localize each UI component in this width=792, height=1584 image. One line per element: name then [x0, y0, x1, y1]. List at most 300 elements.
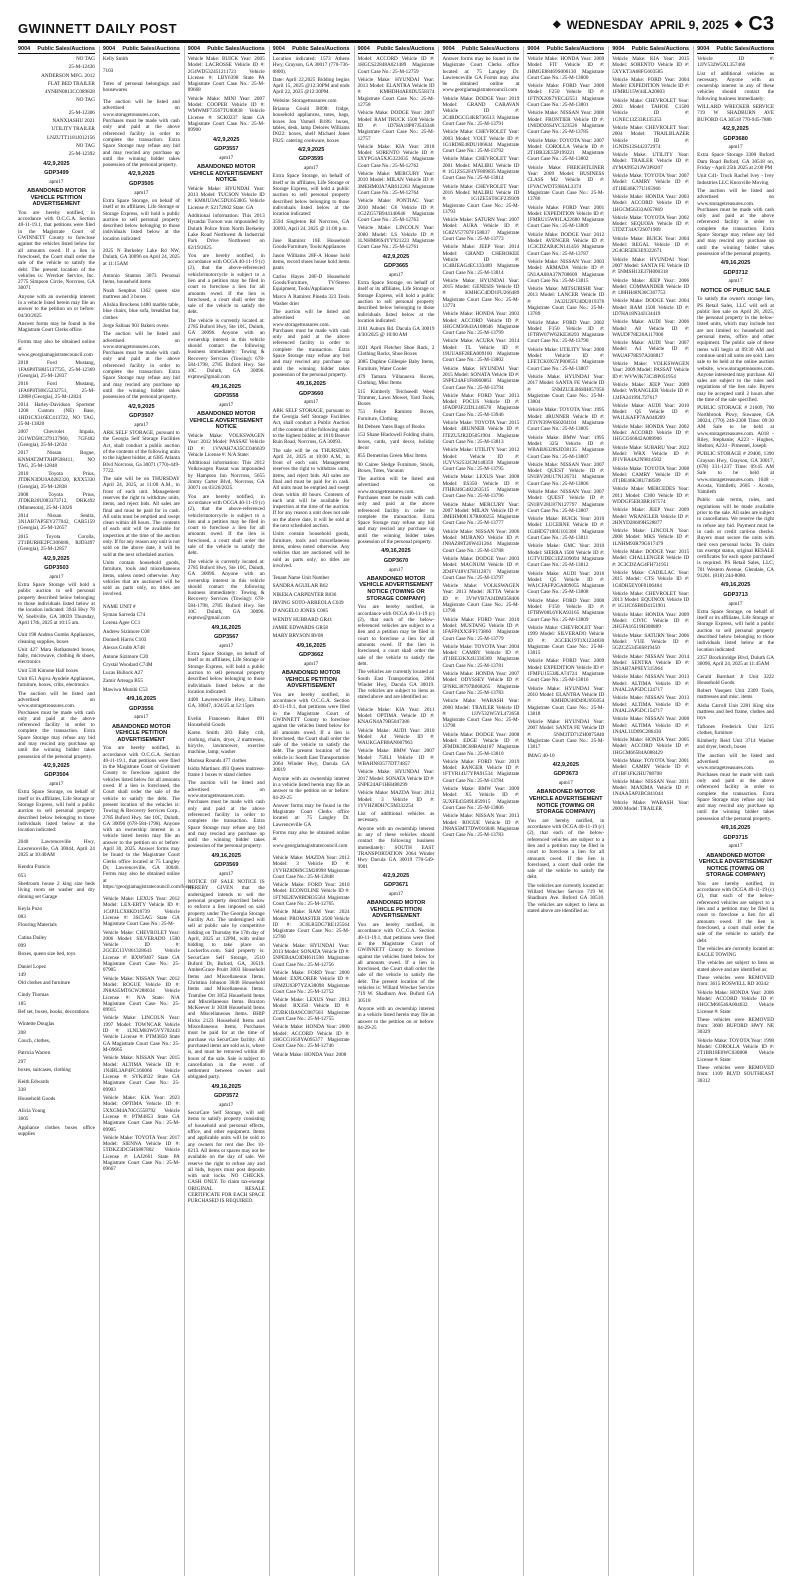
notice-text: Vehicle Make: HONDA Year: 2000 Model: ACCORD Vehicle ID #: 1HGCG1659YA095377 Magistrate Court Case No.: 25-M-12746: [272, 1024, 350, 1050]
notice-column: [354, 46, 435, 1576]
notice-text: Vehicle Make: KIA Year: 2015 Model: SORENTO Vehicle ID #: 5XYKT3A68FG603585: [612, 56, 690, 75]
notice-heading: ABANDONED MOTOR VEHICLE PETITION ADVERTISEMENT: [27, 188, 86, 208]
notice-text: Forms may also be obtained online at www.georgiamagistratecouncil.com: [18, 339, 95, 359]
notice-text: 2007 Chevrolet Impala, 2G1WD58C379137960, 7GF402 (Georgia), 25-M-12634: [18, 429, 95, 448]
notice-text: Vehicle Make: UTILITY Year: Model: TRAILER Vehicle ID #: 4YMA99521JW3P8207: [612, 152, 690, 171]
notice-text: NIKEKA CARPENTER B036: [272, 591, 337, 598]
notice-text: The vehicles are currently located at: South East Transportation, 2064 Winder Hwy, Dacula GA 30019. The vehicles are subject to liens as stated above and are identified as:: [357, 669, 435, 701]
notice-heading: GDP3572: [213, 1093, 239, 1100]
notice-text: Vehicle Make: FREIGHTLINER Year: 2009 Model: BUSINESS CLASS M2 Vehicle ID #: 1FVACWDT59HAL3374 Magistrate Court Case No.: 25-M-13786: [527, 164, 605, 203]
notice-text: Vehicle Make: CHEVROLET Year: 2003 Model: TAHOE C1500 Vehicle ID #: 1GNEC13Z33R135353: [612, 97, 690, 123]
notice-column: [438, 46, 519, 1576]
notice-heading: ABANDONED MOTOR VEHICLE ADVERTISEMENT NOTICE: [189, 411, 263, 431]
notice-text: apm17: [728, 600, 743, 607]
notice-text: apm17: [219, 642, 234, 649]
notice-text: The sale will be on THURSDAY April 24, 2025, at 11:00 A.M., in front of each unit. Management reserves the right to withdraw units, items, and reject bids. All sales are final and must be paid for in cash. All units must be emptied and swept clean within 48 hours. The contents of each unit will be available for inspection at the time of the auction only. If for any reason any unit is not sold on the above date, it will be sold at the next scheduled auction.: [102, 476, 180, 558]
notice-text: Cindy Thomas: [18, 992, 49, 999]
notice-text: Patricia Warren: [18, 1050, 51, 1057]
publication-name: GWINNETT DAILY POST: [18, 21, 178, 36]
notice-text: 1021 April Fletcher Shoe Rack, 2 Clothing Racks, Shoe Boxes: [357, 344, 435, 358]
notice-text: Extra Space Storage, on behalf of itself or its affiliates, Life Storage or Storage Express, will hold a public auction to sell personal property described below belonging to those individuals listed below at the location indicated:: [102, 197, 180, 242]
notice-text: Vehicle Make: JEEP Year: 2006 Model: COMMANDER Vehicle ID #: 1J8HH48N36C367753: [612, 277, 690, 297]
notice-text: Vehicle Make: HYUNDAI Year: 2013 Model: TUCSON Vehicle ID #: KM8JU3AC5DU653805 Vehicle License #: S2172602 State: GA: [187, 185, 265, 211]
notice-text: 149: [18, 971, 26, 978]
notice-text: Vehicle Make: CHEVROLET Year: 2003 Model: VOLT Vehicle ID #: 1G1RD6E48DU106844 Magistrate Court Case No.: 25-M-13792: [442, 129, 520, 155]
notice-text: Daniel Lopez: [18, 963, 47, 970]
section-code: 9004: [187, 46, 201, 52]
notice-text: Andrew Sizimore C08: [102, 628, 150, 635]
notice-text: Vehicle Make: FORD Year: 2000 Model: EXPLORER Vehicle ID #: 1FMZU63P7YZA38098 Magistrate Court Case No.: 25-M-12752: [272, 969, 350, 995]
notice-text: Vehicle Make: TOYOTA Year: 2001 Model: CAMRY Vehicle ID #: 4T1BF1FK2HU788708: [612, 757, 690, 777]
notice-text: Vehicle Make: DODGE Year: 2008 Model: EDGE Vehicle ID #: 2FMDK38C68BA84187 Magistrate Court Case No.: 25-M-13810: [442, 731, 520, 757]
notice-text: Mawiwa Mumbi C53: [102, 686, 148, 693]
notice-text: Extra Space Storage, on behalf of itself or its affiliates, Life Storage or Storage Express, will hold a public auction to sell personal property described below belonging to those individuals listed below at the location indicated:: [18, 789, 95, 834]
notice-text: Vehicle Make: BMW Year: 1995 Model: 325i Vehicle ID #: WBABJ6328SJD38135 Magistrate Court Case No.: 25-M-13807: [527, 434, 605, 460]
notice-text: apm17: [304, 165, 319, 172]
column-body: [358, 56, 435, 1031]
notice-text: 3161 Auburn Rd. Dacula GA 30019 4/30/2025 @ 10:00 AM: [357, 326, 435, 339]
notice-text: Additional information: This 2012 Volkswagen Passat was impounded by Hampton Inn Norcross, 5655 Jimmy Carter Blvd, Norcross, GA 30071 on 03/26/2025.: [187, 460, 265, 492]
notice-text: apm17: [219, 401, 234, 408]
notice-text: Location indicated: 1573 Athens Hwy, Grayson, GA 30017 (770-736-0800).: [272, 56, 350, 75]
notice-text: apm17: [558, 780, 573, 787]
notice-text: Donnell Harris C103: [102, 636, 147, 643]
column-body: [612, 56, 689, 812]
notice-text: Crystal Woodard C74M: [102, 661, 153, 668]
notice-text: Vehicle Make: BMW Year: 2007 Model: 750LI Vehicle ID #: WBAHN83577DT74857: [357, 748, 435, 768]
notice-text: Vehicle Make: NISSAN Year: 2013 Model: ALTIMA Vehicle ID #: 1N4AL2AP5DC134717: [612, 674, 690, 694]
notice-heading: GDP3712: [723, 269, 748, 276]
notice-text: Vehicle Make: KIA Year: 2011 Model: OPTIMA Vehicle ID #: KNAGN4A79B5047386: [357, 706, 435, 726]
notice-text: ARK SELF STORAGE, pursuant to the Georgia Self Storage Facilities Act, shall conduct a Public Auction of the contents of the following units to the highest bidder, at 1610 Beaver Ruin Road, Norcross, GA 30093.: [272, 407, 350, 446]
notice-text: Anyone with an ownership interest in any of these vehicles should contact the following business immediately: SOUTH EAST TRANSPORTATION 2064 Winder Hwy Dacula GA 30019 770-549-9901: [357, 825, 435, 870]
notice-heading: GDP3558: [213, 393, 239, 400]
notice-text: 515 Kimberly Teichseedl Weed Trimmer, Lawn Mower, Yard Tools, Boxes: [357, 388, 435, 408]
notice-text: You are hereby notified, in accordance with O.C.G.A. Section 40-11-19.1, that petitions were filed in the Magistrate Court of Gwinnett County to foreclose against the vehicles listed below for all amounts owed. If a lien is foreclosed, the Court shall order the sale of the vehicle to satisfy the debt. The present location of the vehicles is: Towing & Recovery Services Corp., 2785 Buford Hwy. Ste 10C, Duluth, GA 30096 (678-584-1798). Anyone with an ownership interest in a vehicle listed herein may file an answer to the petition on or before: April 30, 2025. Answer forms may be found in the Magistrate Court Clerks office located at 75 Langley Dr, Lawrenceville, GA 30046. Forms may also be obtained online at https://georgiamagistratecouncil.com/forms.: [102, 745, 195, 890]
notice-heading: 4/2,9,2025: [43, 160, 70, 167]
column-body: [188, 56, 265, 1205]
notice-text: MARY BRYSON RV08: [272, 633, 324, 640]
notice-text: Vehicle Make: LINCOLN Year: 2000 Model: LS Vehicle ID #: 1LNHM86S4YY921223 Magistrate Court Case No.: 25-M-12761: [357, 225, 435, 251]
notice-text: Vehicle Make: MITSUBISHI Year: 2013 Model: LANCER Vehicle ID #: JA32U2FU4DU019376 Magistrate Court Case No.: 25-M-13789: [527, 286, 605, 318]
notice-text: 2017 Nissan Rogue, KNMAT2MTXHP598411, NO TAG, 25-M-12848: [18, 450, 95, 469]
column-header: [273, 46, 350, 54]
notice-text: Jorge Salinas 901 Bakers ovens: [102, 322, 169, 329]
notice-text: 2014 Nissan Sentra, 3N1AB7AP5EY277042, CAR5159 (Georgia), 25-M-12657: [18, 512, 95, 532]
notice-text: Vehicle Make: AUDI Year: 2010 Model: Q5 Vehicle ID #: WA1LKAFP7AA048209: [612, 402, 690, 422]
notice-text: Bef set, boxes, books, decorations: [18, 1009, 89, 1016]
notice-text: Vehicle Make: HYUNDAI Year: 2015 Model: GENESIS Vehicle ID #: KMHGC4DD1FU266489 Magistrate Court Case No.: 25-M-13774: [442, 277, 520, 309]
notice-text: These vehicles were REMOVED from: 3615 ROSWELL RD 30342: [697, 975, 775, 988]
notice-text: Vehicle Make: CHEVROLET Year: 2004 Model: TRAILBLAZER Vehicle ID #: 1GNDS13S442372974: [612, 124, 690, 150]
notice-text: Couch, clothes,: [18, 1037, 51, 1044]
notice-text: Vehicle Make: LEXUS Year: 2012 Model: RX350 Vehicle ID #: 2T2BK1BA9CC087503 Magistrate Court Case No.: 25-M-12755: [272, 997, 350, 1023]
section-name: Public Sales/Auctions: [37, 46, 95, 52]
notice-text: Extra Space Storage, on behalf of itself or its affiliates, Life Storage or Storage Express, will hold a public auction to sell personal property described below belonging to those individuals listed below at the location indicated:: [357, 280, 435, 324]
notice-heading: GDP3556: [129, 705, 154, 712]
notice-heading: ABANDONED MOTOR VEHICLE PETITION ADVERTISEMENT: [112, 723, 171, 743]
notice-text: Aisha Carroll Unit 2281 King size mattress and bed frame, clothes and toys: [697, 702, 775, 722]
notice-text: Marco A Ramirez Pineda 323 Tools Washer drier: [272, 294, 350, 307]
notice-heading: GDP3499: [44, 170, 69, 177]
notice-text: Vehicle Make: BUICK Year: 2005 Model: LACROSSE Vehicle ID #: 2G4WD532451211721 Vehicle License #: LBY6398 State PA Magistrate Court Case No.: 25-M-09668: [187, 56, 265, 94]
notice-text: Vehicle Make: HYUNDAI Year: 2015 Model: SONATA Vehicle ID #: 5NPE24AF1FH060863 Magistrate Court Case No.: 25-M-13794: [442, 365, 520, 391]
notice-text: Vehicle ID #: 1JJV532W5XL357466: [697, 56, 775, 69]
notice-text: Vehicle Make: TOYOTA Year: 2007 Model: COROLLA Vehicle ID #: 2T1BR32E55P199221 Magistrate Court Case No.: 25-M-13802: [527, 137, 605, 163]
section-name: Public Sales/Auctions: [461, 46, 520, 52]
section-code: 9004: [357, 46, 370, 52]
notice-text: Vehicle Make: TOYOTA Year: 2017 Model: SIENNA Vehicle ID #: 5TDKZ3DC5HS887802 Vehicle License #: LAJ2661 State PA Magistrate Court Case No.: 25-M-09667: [102, 1134, 180, 1173]
notice-text: Vehicle Make: FORD Year: 2000 Model: F150 Vehicle ID #: 1FTRW08L6YKA93165 Magistrate Court Case No.: 25-M-13809: [527, 597, 605, 623]
notice-text: 855 Demetrius Green Misc Items: [357, 453, 427, 460]
column-header: [358, 46, 435, 54]
notice-text: Vehicle Make: GMC Year: 2010 Model: SIERRA 1500 Vehicle ID #: 1GTVUDEC1EZ109094 Magistrate Court Case No.: 25-M-13812: [527, 543, 605, 569]
notice-text: Isidra Martinez 493 Queen mattress-frame 1 boxes tv stand clothes: [187, 765, 265, 779]
notice-text: Jason Williams 28F-A House hold items, record shoes house hold items pants: [272, 252, 350, 272]
notice-text: 25-M-12392: [68, 151, 95, 158]
column-body: [102, 56, 195, 1173]
notice-text: Vehicle Make: VOLKSWAGEN Year: 2009 Model: PASSAT Vehicle ID #: WVWJK73C39P051954: [612, 361, 690, 380]
notice-heading: 4/9,16,2025: [296, 642, 326, 649]
notice-heading: ABANDONED MOTOR VEHICLE ADVERTISEMENT NOTICE (TOWING OR STORAGE COMPANY): [529, 789, 603, 816]
notice-text: Vehicle Make: HYUNDAI Year: 2010 Model: ELANTRA Vehicle ID #: KMHDU46D49U695054 Magistrate Court Case No.: 25-M-13818: [527, 685, 605, 717]
notice-text: Vehicle Make: JEEP Year: 2009 Model: WRANGLER Vehicle ID #: 2HNYD28609H528877: [612, 507, 690, 526]
notice-heading: GDP3595: [298, 156, 324, 163]
diamond-icon: ◆: [552, 19, 561, 30]
notice-text: Vehicle Make: WABASH Year: 2000 Model: TRAILER Vehicle ID #: 1JJV532W5YL472658 Magistrate Court Case No.: 25-M-13798: [442, 698, 520, 730]
notice-heading: 4/9,16,2025: [211, 383, 241, 390]
notice-text: apm17: [388, 566, 404, 573]
notice-heading: ABANDONED MOTOR VEHICLE ADVERTISEMENT NOTICE: [189, 164, 263, 184]
notice-text: apm17: [728, 843, 743, 850]
column-header: [527, 46, 604, 54]
notice-heading: GDP3670: [383, 557, 409, 564]
notice-text: Vehicle Make: HONDA Year: 2005 Model: ACCORD Vehicle ID #: 1HGCM66584A088429: [612, 737, 690, 756]
notice-text: 153 Shane Blackwell Folding chairs, boxes, cards, yard decor, holiday decor: [357, 432, 435, 451]
column-header: [612, 46, 689, 54]
notice-text: Vehicle Make: HONDA Year: 2002 Model: ACCORD Vehicle ID #: 1HGCG66842A089906: [612, 423, 690, 443]
notice-text: Vehicle Make: LINCOLN Year: 2008 Model: MKS Vehicle ID #: 1LNHM93R79G617479: [612, 528, 690, 547]
notice-text: 2040 Lawrenceville Hwy, Lawrenceville, GA 30044, April 24 2025 at 10:40AM: [18, 839, 95, 859]
notice-text: You are hereby notified, in accordance with OCGA 40-11-19 (c) (2), that the above-referenced vehicle/motorcycle is subject to a lien and a petition may be filed in court to foreclose a lien for all amounts owed. If the lien is foreclosed, a court shall order the sale of the vehicle to satisfy the debt.: [187, 252, 265, 316]
notice-text: UTILITY TRAILER: [51, 126, 95, 133]
notice-text: Anyone with an ownership interest in a vehicle listed herein may file an answer to the petition on or before: 04-29-25: [272, 775, 350, 801]
notice-text: The auction will be listed and advertised on www.storagetreasures.com. Purchases must be made with cash only and paid at the above referenced facility in order to complete the transaction. Extra Space Storage may refuse any bid and may rescind any purchase up until the winning bidder takes possession of the personal property.: [187, 780, 265, 850]
notice-text: Vehicle Make: MAZDA Year: 2012 Model: 3 Vehicle ID #: 1YVHZ8DH7C5M332254: [357, 790, 435, 809]
notice-text: Vehicle Make: BMW Year: 2009 Model: X5 Vehicle ID #: 5UXFE43589L059915 Magistrate Court Case No.: 25-M-13806: [442, 786, 520, 811]
notice-text: apm17: [219, 154, 234, 161]
notice-text: Vehicle Make: MERCURY Year: 2007 Model: MILAN Vehicle ID #: 3MEHM081X7R600255 Magistrate Court Case No.: 25-M-13777: [442, 501, 520, 527]
notice-text: Vehicle Make: CADILLAC Year: 2015 Model: CTS Vehicle ID #: 1G6DH5EY0F0106484: [612, 569, 690, 589]
notice-text: 2025 N Berkeley Lake Rd NW, Duluth, GA 30096 on April 24, 2025 at 11:15AM: [102, 248, 180, 267]
notice-text: The auction will be listed and advertised on www.storagetreasures.com. Purchases must be made with cash only and paid at the above referenced facility in order to complete the transaction. Extra Space Storage may refuse any bid and may rescind any purchase up until the winning bidder takes possession of the personal property.: [357, 476, 435, 546]
notice-text: 2010 Toyota Prius, JTDKN3DU0A0282320, RXX5330 (Georgia), 25-M-12838: [18, 471, 95, 490]
notice-heading: GDP3713: [723, 591, 748, 598]
notice-text: Vehicle Make: CHEVROLET Year: 1999 Model: SILVERADO Vehicle ID #: 2GCEK19T1X1234830 Magistrate Court Case No.: 25-M-13815: [527, 624, 605, 657]
notice-text: Vehicle Make: SATURN Year: 2007 Model: AURA Vehicle ID #: 1G8ZV57787F158837 Magistrate Court Case No.: 25-M-13773: [442, 217, 520, 243]
notice-text: Vehicle Make: HONDA Year: 2006 Model: ACCORD Vehicle ID #: 1HGCM66546A004632 Vehicle License #: State:: [697, 989, 775, 1015]
notice-text: apm17: [49, 781, 64, 788]
notice-text: Tenant Name Unit Number: [272, 575, 330, 582]
notice-heading: 4/2,9,2025: [128, 403, 155, 410]
notice-heading: 4/9,16,2025: [720, 825, 751, 832]
section-name: Public Sales/Auctions: [716, 46, 775, 52]
notice-text: The auction will be listed and advertised on www.storagetreasures.com. Purchases must be made with cash only and paid at the above referenced facility in order to complete the transaction. Extra Space Storage may refuse any bid and may rescind any purchase up until the winning bidder takes possession of the personal property.: [697, 752, 775, 822]
notice-text: Boxes, queen size bed, toys: [18, 951, 76, 958]
notice-text: Carlos Hayes 28F-D Household Goods/Furniture, TV/Stereo Equipment, Tools/Appliances: [272, 273, 350, 293]
notice-text: Vehicle Make: TOYOTA Year: 2015 Model: 4RUNNER Vehicle ID #: JTEZU5JR2D5051904 Magistrate Court Case No.: 25-M-13813: [442, 420, 520, 445]
notice-text: You are hereby notified, in accordance with O.C.G.A. Section 40-11-19.1, that petitions were filed in the Magistrate Court of GWINNETT County to foreclose against the vehicles listed below for all amounts owed. If a lien is foreclosed, the Court shall order the sale of the vehicle to satisfy the debt. The present location of the vehicles is: Wrecker Service, Inc. 2775 Simpson Circle, Norcross, GA 30071: [18, 209, 95, 292]
notice-text: Vehicle Make: HONDA Year: 2003 Model: ACCORD Vehicle ID #: 1HGCM56643A108646 Magistrate Court Case No.: 25-M-13799: [442, 311, 520, 337]
notice-text: Vehicle Make: KIA Year: 2018 Model: SORENTO Vehicle ID #: 5XYPG4A5XJG323035 Magistrate Court Case No.: 25-M-12762: [357, 143, 435, 169]
notice-text: WENDY HUBBARD GR41: [272, 616, 333, 623]
notice-text: To satisfy the owner's storage lien, PS Retail Sales, LLC will sell at public lien sale on April 28, 2025, the personal property in the below-listed units, which may include but are not limited to: household and personal items, office and other equipment. The public sale of these items will begin at 09:30 AM and continue until all units are sold. Lien sale to be held at the online auction website, www.storagetreasures.com. Anyone interested may purchase. All sales are subject to the rules and regulations of the lien sale. Buyers may be accepted until 2 hours after the time of the sale specified.: [697, 296, 775, 404]
notice-text: apm17: [304, 660, 319, 667]
section-name: Public Sales/Auctions: [292, 46, 350, 52]
notice-text: Unit 198 Andrea Gumbs Appliances, cleaning supplies, boxes: [18, 632, 95, 645]
notice-text: Vehicle Make: NISSAN Year: 2007 Model: QUEST Vehicle ID #: 5N1BV28U87N127797 Magistrate Court Case No.: 25-M-13807: [527, 489, 605, 514]
notice-text: IMAG 40-10: [527, 752, 555, 759]
notice-text: 2008 Toyota Prius, JTDKB20U083373712, DRK492 (Minnesota), 25-M-13026: [18, 492, 95, 511]
notice-text: Vehicle Make: CHEVROLET Year: 2013 Model: EQUINOX Vehicle ID #: 1G1JC6SB0D4151901: [612, 590, 690, 610]
column-header: [188, 46, 265, 54]
notice-text: 083: [18, 914, 26, 921]
notice-text: apm17: [388, 271, 404, 278]
notice-text: Wintette Douglas: [18, 1021, 55, 1028]
issue-date-line: [553, 13, 774, 40]
notice-heading: GDP3673: [553, 771, 579, 778]
notice-text: You are hereby notified, in accordance with OCGA 40-11-19 (c) (2), that the above-referenced vehicle/motorcycle is subject to a lien and a petition may be filed in court to foreclose a lien for all amounts owed. If the lien is foreclosed, a court shall order the sale of the vehicle to satisfy the debt.: [187, 493, 265, 557]
notice-text: The sale will be on THURSDAY, April 24, 2025 at 10:00 A.M., in front of each unit. Management reserves the right to withdraw units, items, and reject bids. All sales are final and must be paid for in cash. All units must be emptied and swept clean within 48 hours. Contents of each unit will be available for inspection at the time of the auction. If for any reason a unit does not sale on the above date, it will be sold at the next scheduled auction.: [272, 447, 350, 530]
notice-text: Units contain household goods, furniture, tools and miscellaneous items, unless noted otherwise. Any vehicles that are auctioned will be sold as parts only, no titles are involved.: [272, 531, 350, 569]
notice-text: Vehicle Make: PONTIAC Year: 2010 Model: G6 Vehicle ID #: 1G2ZG57B944140646 Magistrate Court Case No.: 25-M-12763: [357, 198, 435, 224]
notice-text: Vehicle Make: HYUNDAI Year: 2017 Model: SANTA FE Vehicle ID #: 5NMZU3LB6HH057056 Magistrate Court Case No.: 25-M-13804: [527, 373, 605, 406]
column-body: [697, 56, 774, 1084]
notice-text: Vehicle Make: TOYOTA Year: 1995 Model: 4RUNNER Vehicle ID #: JT3VN39W6S0204104 Magistrate Court Case No.: 25-M-13805: [527, 407, 605, 433]
notice-text: Vehicle Make: RAM Year: 2024 Model: PROMASTER 2500 Vehicle ID #: 3C6LR5DG7RE125564 Magistrate Court Case No.: 25-M-12760: [272, 909, 350, 941]
notice-text: ANDERSON MFG. 2012: [41, 72, 95, 79]
notice-heading: 4/9,16,2025: [720, 582, 751, 589]
notice-text: Lucas Bullock A27: [102, 670, 143, 677]
notice-text: Vehicle Make: NISSAN Year: 2012 Model: ROGUE Vehicle ID #: JN8AS5MT6CW288034 Vehicle License #: N/A State: N/A Magistrate Court Case No.: 25-09915: [102, 975, 180, 1014]
notice-text: Vehicle Make: HONDA Year: 2009 Model: FIT Vehicle ID #: JHMGE88469S006130 Magistrate Court Case No.: 25-M-13800: [527, 56, 605, 81]
notice-heading: 4/2,9,2025: [43, 762, 70, 769]
notice-text: Vehicle Make: DODGE Year: 2012 Model: AVENGER Vehicle ID #: 1C3CDZAB4CN141456 Magistrate Court Case No.: 25-M-13787: [527, 231, 605, 257]
notice-heading: GDP3671: [383, 882, 409, 889]
page-number: C3: [748, 13, 774, 35]
notice-text: NO TAG: [75, 142, 95, 149]
notice-text: 2357 Brockinridge Blvd, Duluth GA 30096, April 24, 2025 at 11:45AM: [697, 654, 775, 668]
notice-heading: GDP3504: [44, 772, 69, 779]
notice-text: 338: [18, 1087, 26, 1094]
notice-text: You are hereby notified, in accordance with OCGA 40-11-19 (c) (2), that each of the below-referenced vehicles are subject to a lien and a petition may be filed in court to foreclose a lien for all amounts owed. If the lien is foreclosed, a court shall order the sale of the vehicle to satisfy the debt.: [527, 817, 605, 881]
notice-text: Extra Space Storage will hold a public auction to sell personal property described below belonging to those individuals listed below at the location indicated: 3943 Hwy 78 W, Snellville, GA 30039 Thursday, April 17th, 2025 at 10:15 am.: [18, 582, 95, 626]
notice-text: The auction will be listed and advertised on www.storagetreasures.com. Purchases must be made with cash only and paid at the above referenced facility in order to complete the transaction. Extra Space Storage may refuse any bid and may rescind any purchase up until the winning bidder takes possession of the personal property.: [102, 331, 180, 401]
notice-text: Vehicle Make: HYUNDAI Year: 2007 Model: SANTA FE Vehicle ID #: 5NM3TD71ZH0075840 Magistrate Court Case No.: 25-M-13817: [527, 719, 605, 751]
notice-text: Vehicle Make: TOYOTA Year: 2008 Model: CAMRY Vehicle ID #: 4T1BE46K38U748509: [612, 465, 690, 485]
notice-heading: GDP3557: [213, 146, 239, 153]
notice-text: 2018 Ford Mustang, 1FA6P8TH8J5137725, 25-M-12369 (Georgia), 25-M-12837: [18, 360, 95, 379]
notice-text: Antonio Stanton 3073 Personal Items, household items: [102, 272, 180, 286]
notice-text: Vehicle Make: DODGE Year: 2004 Model: RAM 1500 Vehicle ID #: 1D7HA18N34J134419: [612, 298, 690, 317]
notice-text: Vehicle Make: NISSAN Year: 2008 Model: ALTIMA Vehicle ID #: 1N4AL11D09C286430: [612, 716, 690, 735]
notice-text: JAMIE EDWARDS GR58: [272, 624, 329, 631]
notice-text: Vehicle Make: BUICK Year: 2004 Model: REGAL Vehicle ID #: 2G4GR5EK3E9322671: [612, 235, 690, 255]
notice-text: Shedroom house 2 king size beds living room set washer and dry dinning set Garage: [18, 880, 95, 900]
notice-text: Vehicle Make: NISSAN Year: 2011 Model: MAXIMA Vehicle ID #: 1N4AA5AP2BC841044: [612, 778, 690, 798]
notice-text: The auction will be listed and advertised on www.storagetreasures.com. Purchases must be made with cash only and paid at the above referenced facility in order to complete the transaction. Extra Space Storage may refuse any bid and may rescind any purchase up until the winning bidder takes possession of the personal property.: [697, 187, 775, 257]
notice-text: 208: [18, 1029, 26, 1036]
notice-text: Vehicle Make: HYUNDAI Year: 2013 Model: SONATA Vehicle ID #: 5NPEB4AC0DH611598 Magistrate Court Case No.: 25-M-12756: [272, 942, 350, 968]
notice-text: These vehicles were REMOVED from: 3600 BUFORD HWY NE 30329: [697, 1016, 775, 1036]
notice-heading: 4/9,16,2025: [211, 1083, 241, 1090]
notice-text: Alicia Young: [18, 1108, 46, 1115]
notice-text: List of additional vehicles as necessary.: [357, 811, 435, 824]
notice-text: Kendra Francis: [18, 864, 50, 871]
notice-heading: 4/2,9,2025: [128, 171, 155, 178]
notice-column: [18, 46, 95, 1576]
notice-text: IRVING SOTO-ARREOLA C039: [272, 600, 344, 607]
notice-text: apm17: [134, 421, 149, 428]
notice-text: Vehicle Make: FORD Year: 2019 Model: RANGER Vehicle ID #: 1FTYR14U7YPA91534 Magistrate Court Case No.: 25-M-13784: [442, 758, 520, 784]
diamond-icon: ◆: [734, 19, 743, 30]
notice-text: SecurCare Self Storage, will sell items to satisfy property consisting of household and personal effects, office, and other equipment. Items and applicable units will be sold to any owners for rent due Dec 10-6213. All items or spaces may not be available on the day of sale. We reserve the right to refuse any and all bids, buyers must post deposits with unit locks. NO CHECKS. CASH ONLY. To claim tax-exempt ORIGINAL RESALE CERTIFICATE FOR EACH SPACE PURCHASED IS REQUIRED.: [187, 1110, 265, 1205]
notice-text: Vehicle Make: FORD Year: 2001 Model: EXPEDITION Vehicle ID #: 1FMRU15W81LA22680 Magistrate Court Case No.: 25-M-13809: [527, 204, 605, 230]
notice-text: Vehicle Make: NISSAN Year: 2006 Model: MURANO Vehicle ID #: JN8AZ08T26W431264 Magistrate Court Case No.: 25-M-13788: [442, 528, 520, 554]
notice-text: 2015 Toyota Corolla, 2T1BURHE2FC306688, RJD3497 (Georgia), 25-M-12857: [18, 533, 95, 553]
notice-text: Vehicle Make: HONDA Year: 2009 Model: CIVIC Vehicle ID #: 2HGFA16519H308889: [612, 611, 690, 631]
column-body: [273, 56, 350, 1058]
notice-text: Vehicle Make: HYUNDAI Year: 2013 Model: ELANTRA Vehicle ID #: KMHDH4AE0DU558374 Magistrate Court Case No.: 25-M-12758: [357, 76, 435, 109]
section-code: 9004: [527, 46, 540, 52]
notice-text: 2014 Harley-Davidson Sportster 1200 Custom (NE) Base, 1HD1CX316EC413722, NO TAG, 25-M-13820: [18, 402, 95, 428]
notice-text: Vehicle Make: LINCOLN Year: 1997 Model: TOWNCAR Vehicle ID #: 1LNLM83W5VY702443 Vehicle License #: PTM3850 State GA Magistrate Court Case No.: 25-M-09665: [102, 1015, 180, 1053]
notice-text: apm17: [304, 399, 319, 406]
notice-text: Kimberly Reid Unit 3714 Washer and dryer, bench, boxes: [697, 738, 775, 751]
notice-text: apm17: [219, 870, 234, 877]
notice-text: apm17: [134, 714, 149, 721]
notice-text: Units contain household goods, furniture, tools and miscellaneous items, unless noted otherwise. Any vehicles that are auctioned will be sold as parts only, no titles are involved.: [102, 559, 180, 598]
notice-text: Vehicle Make: FORD Year: 2002 Model: F150 Vehicle ID #: 1FTRW07W62KE36293 Magistrate Court Case No.: 25-M-13790: [527, 319, 605, 345]
notice-text: Additional information: This 2013 Hyundai Tucson was impounded by Duluth Police from North Berkeley Lake Road Northwest & Industrial Park Drive Northwest on 02/19/2025.: [187, 213, 265, 251]
notice-text: Website: Storagetreasures.com: [272, 97, 337, 104]
notice-text: These vehicles were REMOVED from: 1109 BLVD SOUTHEAST 30312: [697, 1064, 775, 1084]
section-name: Public Sales/Auctions: [376, 46, 435, 52]
notice-text: Vehicle Make: FORD Year: 2010 Model: MUSTANG Vehicle ID #: 1FAFP4XX3FF173860 Magistrate Court Case No.: 25-M-13779: [442, 616, 520, 642]
section-name: Public Sales/Auctions: [546, 46, 605, 52]
notice-text: Model: ACCORD Vehicle ID #: 1HGCS22848A021489 Magistrate Court Case No.: 25-M-12759: [357, 56, 435, 75]
notice-text: The vehicle is currently located at: 2785 Buford Hwy, Ste 10C, Duluth, GA 30096. Anyone with an ownership interest in this vehicle should contact the following business immediately: Towing & Recovery Services (Towing): 678-584-1798, 2785 Buford Hwy. Ste 10C Duluth, GA 30096. exptow@gmail.com: [187, 317, 265, 381]
notice-text: apm17: [49, 178, 64, 185]
notice-text: Vehicle Make: TOYOTA Year: 2007 Model: CAMRY Vehicle ID #: 4T1BE46K77U165966: [612, 173, 690, 192]
notice-text: Unit 427 Mara Rothamsted boxes, baby, microwave, clothing & shoes, electronics: [18, 646, 95, 666]
notice-text: Vehicle Make: BUICK Year: 2010 Model: LUCERNE Vehicle ID #: 1G4HD57180U101308 Magistrate Court Case No.: 25-M-13811: [527, 516, 605, 542]
notice-text: Vehicle Make: FORD Year: 2009 Model: EXPEDITION Vehicle ID #: 1FMFU15538LA74724 Magistrate Court Case No.: 25-M-13816: [527, 658, 605, 684]
notice-text: 297: [18, 1058, 26, 1065]
notice-text: Vehicle Make: HYUNDAI Year: 2017 Model: SONATA Vehicle ID #: 5NPE24AF1HH488299: [357, 769, 435, 788]
notice-text: 7103: [102, 68, 114, 75]
notice-heading: 4/9,16,2025: [211, 852, 241, 859]
notice-text: Answer forms may be found in the Magistrate Court Clerks office located at: 75 Langley Dr. Lawrenceville GA: [272, 802, 350, 828]
notice-text: Forms may also be obtained online at www.georgiamagistratecouncil.com: [272, 830, 350, 849]
notice-text: Zamir Arteaga B55: [102, 678, 143, 685]
column-body: [442, 56, 519, 838]
notice-text: Vehicle Make: AUDI Year: 2006 Model: A8 Vehicle ID #: WAUDF78E26A117006: [612, 319, 690, 338]
notice-text: Vehicle Make: NISSAN Year: 2013 Model: ALTIMA Vehicle ID #: 1N4AL2AP5DC154717: [612, 695, 690, 714]
notice-text: Extra Space Storage 3300 Buford Dam Road Buford, GA 30518 on, Friday - April 25th 2025 at 2:00 PM: [697, 152, 775, 172]
notice-text: The vehicles are currently located at: EAGLE TOWING: [697, 945, 775, 959]
notice-text: Lorena Agee CC1: [102, 620, 141, 627]
notice-text: Vehicle Make: DODGE Year: 2003 Model: MAGNUM Vehicle ID #: 2D4FV48V47H112871 Magistrate Court Case No.: 25-M-13797: [442, 555, 520, 581]
notice-column: [693, 46, 774, 1576]
notice-text: Vehicle Make: NISSAN Year: 2007 Model: QUEST Vehicle ID #: 5N1BV28U17N126731 Magistrate Court Case No.: 25-M-13806: [527, 461, 605, 487]
notice-text: 2016 Ford Mustang, 1FA6P8TH6G5232751, 25-M-12868 (Georgia), 25-M-12824: [18, 381, 95, 400]
notice-text: Tafiones Frederick Unit 3215 clothes, furniture: [697, 723, 775, 736]
notice-heading: GDP3680: [723, 135, 748, 142]
notice-text: Vehicle Make: NISSAN Year: 2015 Model: ALTIMA Vehicle ID #: 1N4BL3AP4FC166066 Vehicle License #: SYK4632 State GA Magistrate Court Case No.: 25-09903: [102, 1055, 180, 1093]
notice-text: Vehicle Make: HONDA Year: 2003 Model: ACCORD Vehicle ID #: 1HGCM56333A057869: [612, 193, 690, 213]
notice-heading: 4/2,9,2025: [722, 125, 749, 132]
notice-text: Vehicle Make: HONDA Year: 2008: [272, 1051, 347, 1058]
notice-text: Unit 530 Kimone Hall boxes: [18, 667, 78, 674]
notice-text: Vehicle Make: KIA Year: 2023 Model: OPTIMA Vehicle ID #: 5XXGM4A70CG558792 Vehicle License #: PTM4853 State GA Magistrate Court Case No.: 25-M-09905: [102, 1095, 180, 1133]
notice-text: Evelin Francesen Baker 091 Household Goods: [187, 715, 265, 729]
section-name: Public Sales/Auctions: [207, 46, 265, 52]
notice-heading: 4/2,9,2025: [297, 146, 325, 153]
notice-text: Vehicle Make: JEEP Year: 2009 Model: WRANGLER Vehicle ID #: 1J4FA24199L727617: [612, 381, 690, 401]
notice-text: You are hereby notified, in accordance with OCGA 40-11-19 (c) (2), that each of the below-referenced vehicles are subject to a lien and a petition may be filed in court to foreclose a lien for all amounts owed. If the lien is foreclosed, a court shall order the sale of the vehicle to satisfy the debt.: [357, 604, 435, 667]
notice-heading: ABANDONED MOTOR VEHICLE PETITION ADVERTISEMENT: [281, 670, 341, 690]
section-code: 9004: [697, 46, 710, 52]
notice-text: Date: April 22,2025 Bidding begins April 15, 2025 @12:30PM and ends April 22, 2025 @12:30PM.: [272, 76, 350, 96]
notice-heading: 4/2,9,2025: [213, 136, 240, 143]
notice-text: NOTICE OF SALE NOTICE IS HEREBY GIVEN that the undersigned intends to sell the personal property described below to enforce a lien imposed on said property under The Georgia Storage Facility Act. The undersigned will sell at public sale by competitive bidding on Thursday the 17th day of April, 2025 at 12PM, with online bidding to take place on Lockerfox.com. Said property is: SecurCare Self Storage, 2510 Buford Dr, Buford, GA, 30519. AmberGrace Pruitt 3003 Household Items and Miscellaneous Items. Christina Johnson 3046 Household Items and Miscellaneous Items. Tramilee Orr 3052 Household Items and Miscellaneous Items. Braxton McKeever Jr 3038 Household Items and Miscellaneous Items. BHIP Hicks 2123 Household Items and Miscellaneous Items. Purchases must be paid for at the time of purchase via SecurCare facility. All purchased items are sold as is, where is, and must be removed within 48 hours of the sale. Sale is subject to cancellation in the event of settlement between owner and obligated party.: [187, 879, 265, 1081]
column-header: [697, 46, 774, 54]
notice-text: boxes, suitcases, clothing: [18, 1066, 71, 1073]
notice-text: Vehicle Make: DODGE Year: 2019 Model: GRAND CARAVAN Vehicle ID #: 2C4RDGCG4KR736513 Magistrate Court Case No.: 25-M-13791: [442, 95, 520, 127]
masthead: [18, 10, 774, 43]
notice-text: Vehicle Make: TOYOTA Year: 2002 Model: SEQUOIA Vehicle ID #: 5TDZT34A72S071909: [612, 214, 690, 234]
notice-text: Vehicle Make: HYUNDAI Year: 2007 Model: SANTA FE Vehicle ID #: 5NMSH13E37H000318: [612, 256, 690, 276]
notice-text: apm17: [134, 189, 149, 196]
notice-text: Noah Senphus 1362 queen size mattress and 3 boxes: [102, 287, 180, 300]
notice-text: Vehicle Make: CHEVROLET Year: 2006 Model: SILVERADO 1500 Vehicle ID #: 2GCEC13V861328643 Vehicle License #: RXW9407 State GA Magistrate Court Case No.: 25-07905: [102, 929, 180, 974]
notice-heading: 4/2,9,2025: [552, 761, 580, 768]
notice-text: Answer forms may be found in the Magistrate Court Clerks office located at: 75 Langley Dr. Lawrenceville GA Forms may also be obtained online at www.georgiamagistratecouncil.com: [442, 56, 520, 94]
notice-text: NAME UNIT #: [102, 603, 136, 610]
section-name: Public Sales/Auctions: [631, 46, 690, 52]
notice-text: Vehicle Make: ACURA Year: 2014 Model: TL Vehicle ID #: 19UUA8F28EA009160 Magistrate Court Case No.: 25-M-13802: [442, 338, 520, 364]
notice-heading: GDP3569: [213, 862, 239, 869]
notice-text: Karen Smith 283 Baby crib, clothing, chairs, dryer, 2 mattresses, bicycle, lawnmower, exercise machine, lamp, washer: [187, 730, 265, 756]
notice-text: Vehicle Make: NISSAN Year: 2014 Model: SENTRA Vehicle ID #: 3N1AB7AP9EY315964: [612, 653, 690, 673]
notice-text: Vehicle Make: CHEVROLET Year: 2001 Model: MALIBU Vehicle ID #: 1G1ZS52F4YF809835 Magistrate Court Case No.: 25-M-13814: [442, 156, 520, 182]
notice-text: List of additional vehicles as necessary. Anyone with an ownership interest in any of these vehicles should contact the following business immediately:: [697, 70, 775, 102]
notice-column: [608, 46, 689, 1576]
notice-text: Unit C41- Truck Rachel Ivey - Ivey Industries LLC Knoxville Moving: [697, 173, 775, 186]
notice-text: The auction will be listed and advertised on www.storagetreasures.com. Purchases must be made with cash only and paid at the above referenced facility in order to complete the transaction. Extra Space Storage may refuse any bid and may rescind any purchase up until the winning bidder takes possession of the personal property.: [102, 99, 180, 169]
notice-text: Anyone with an ownership interest in a vehicle listed herein may file an answer to the petition on or before: 04/30/2025: [18, 293, 95, 319]
notice-text: Vehicle Make: LEXUS Year: 2012 Model: LEX-ERTY Vehicle ID #: 1C4PJLCX8KD18739 Vehicle License #: 3SC5AG State GA Magistrate Court Case No.: 25-M-: [102, 896, 180, 928]
notice-text: The vehicles are subject to liens as stated above and are identified as:: [697, 960, 775, 973]
notice-heading: GDP3567: [213, 634, 239, 641]
notice-text: apm17: [728, 144, 743, 151]
section-code: 9004: [18, 46, 31, 52]
notice-text: Vehicle Make: NISSAN Year: 2000 Model: FRONTIER Vehicle ID #: 1N6DD26S4YC323526 Magistrate Court Case No.: 25-M-13785: [527, 110, 605, 136]
notice-text: Jose Ramirez 16E Household Goods/Furniture, Tools/Appliances: [272, 238, 350, 251]
notice-column: [99, 46, 195, 1576]
notice-text: Old clothes and furniture: [18, 980, 71, 987]
